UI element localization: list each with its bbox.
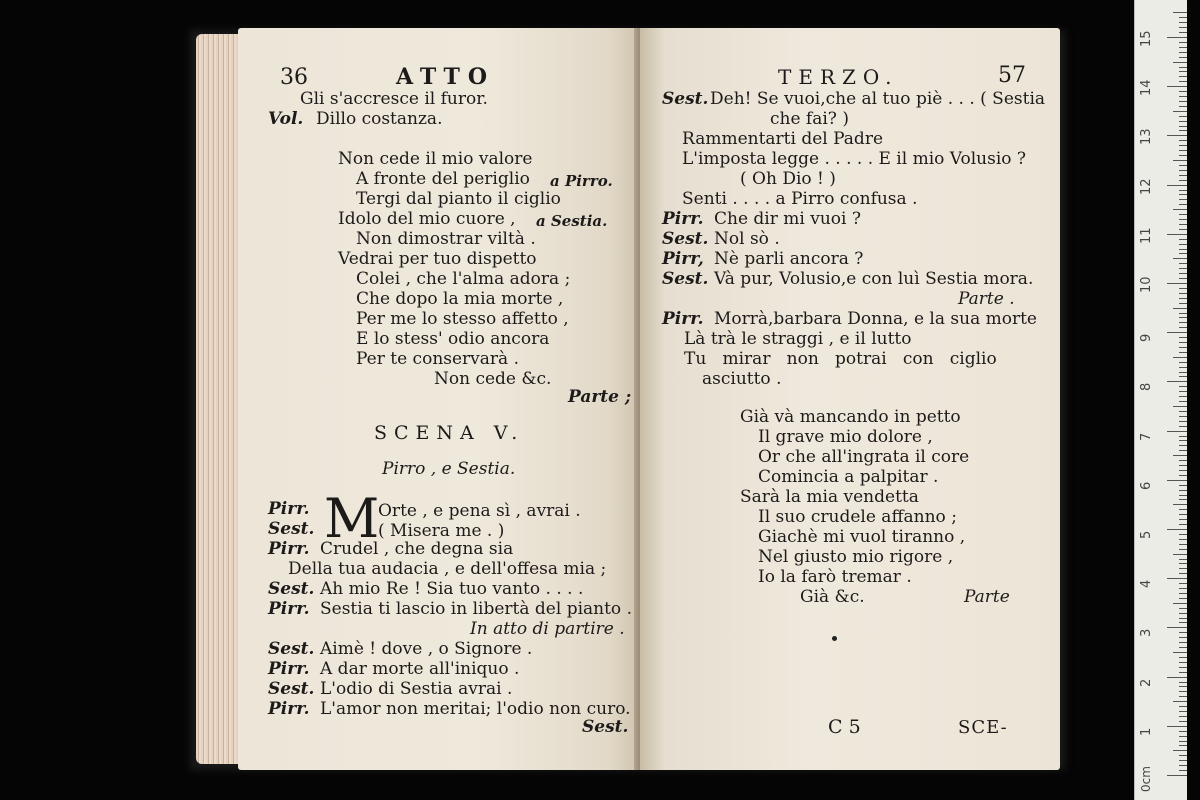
dialogue-line: Della tua audacia , e dell'offesa mia ;: [288, 559, 607, 579]
ruler-tick: [1179, 524, 1187, 525]
ruler-tick: [1179, 253, 1187, 254]
ruler-tick: [1179, 224, 1187, 225]
ruler-tick: [1179, 593, 1187, 594]
ruler-tick: [1179, 637, 1187, 638]
speaker-label: Sest.: [268, 519, 315, 539]
ruler-tick: [1179, 662, 1187, 663]
verse-line: Non cede &c.: [434, 369, 552, 389]
dialogue-line: ( Oh Dio ! ): [740, 169, 836, 189]
dialogue-line: ( Misera me . ): [378, 521, 505, 541]
ruler-tick: [1179, 716, 1187, 717]
ruler-tick: [1179, 27, 1187, 28]
ruler-tick: [1179, 706, 1187, 707]
ruler-tick: [1179, 229, 1187, 230]
speaker-label: Sest.: [662, 229, 709, 249]
ruler-tick: [1179, 608, 1187, 609]
ruler-tick: [1179, 42, 1187, 43]
ruler-tick: [1179, 342, 1187, 343]
ruler-tick: [1167, 529, 1187, 530]
ruler-tick: [1179, 549, 1187, 550]
ruler-tick: [1179, 190, 1187, 191]
ruler-tick: [1179, 32, 1187, 33]
ruler-tick: [1179, 145, 1187, 146]
ruler-tick: [1179, 731, 1187, 732]
ruler-tick: [1179, 745, 1187, 746]
catchword: SCE-: [958, 717, 1008, 738]
ruler-tick: [1179, 101, 1187, 102]
ruler-tick: [1179, 71, 1187, 72]
ruler-tick: [1179, 568, 1187, 569]
ruler-tick: [1167, 480, 1187, 481]
speaker-label: Pirr.: [268, 499, 310, 519]
ruler-tick: [1179, 52, 1187, 53]
ruler-tick: [1173, 603, 1187, 604]
ruler-tick: [1179, 313, 1187, 314]
ruler-tick: [1179, 686, 1187, 687]
ruler-tick: [1179, 298, 1187, 299]
ruler-number: 14: [1139, 79, 1154, 97]
ruler-tick: [1173, 258, 1187, 259]
ruler-tick: [1167, 332, 1187, 333]
aria-line: Il suo crudele affanno ;: [758, 507, 957, 527]
ruler-tick: [1173, 12, 1187, 13]
ruler-tick: [1179, 519, 1187, 520]
stage-direction-parte: Parte ;: [568, 387, 632, 407]
ruler-number: 4: [1139, 579, 1154, 589]
ruler-tick: [1173, 406, 1187, 407]
measuring-ruler: [1134, 0, 1187, 800]
dialogue-line: Che dir mi vuoi ?: [714, 209, 861, 229]
aria-line: Già và mancando in petto: [740, 407, 961, 427]
dialogue-line: Và pur, Volusio,e con luì Sestia mora.: [714, 269, 1034, 289]
ruler-tick: [1179, 450, 1187, 451]
ruler-tick: [1173, 308, 1187, 309]
ruler-tick: [1179, 460, 1187, 461]
stage-direction-parte: Parte: [964, 587, 1010, 607]
ruler-tick: [1179, 672, 1187, 673]
ruler-tick: [1179, 175, 1187, 176]
ruler-tick: [1167, 627, 1187, 628]
ruler-tick: [1179, 327, 1187, 328]
ruler-tick: [1179, 411, 1187, 412]
ruler-tick: [1179, 426, 1187, 427]
ruler-tick: [1179, 337, 1187, 338]
ruler-tick: [1179, 106, 1187, 107]
ruler-tick: [1179, 263, 1187, 264]
ruler-tick: [1179, 116, 1187, 117]
ruler-tick: [1179, 741, 1187, 742]
speaker-label: Pirr.: [268, 699, 310, 719]
dialogue-line: L'odio di Sestia avrai .: [320, 679, 513, 699]
ruler-unit-label: 0cm: [1139, 766, 1153, 792]
verse-line: Per me lo stesso affetto ,: [356, 309, 569, 329]
scene-heading: SCENA V.: [374, 422, 525, 444]
ruler-tick: [1179, 180, 1187, 181]
ruler-tick: [1179, 465, 1187, 466]
verse-line: A fronte del periglio: [356, 169, 530, 189]
ruler-tick: [1179, 214, 1187, 215]
ruler-tick: [1167, 726, 1187, 727]
ruler-tick: [1173, 160, 1187, 161]
ruler-number: 15: [1139, 30, 1154, 47]
speaker-label: Sest.: [268, 579, 315, 599]
speaker-label: Sest.: [268, 639, 315, 659]
speaker-label: Pirr,: [662, 249, 704, 269]
speaker-label: Pirr.: [268, 599, 310, 619]
left-running-head: ATTO: [396, 64, 495, 90]
ruler-tick: [1179, 445, 1187, 446]
ruler-tick: [1179, 618, 1187, 619]
dialogue-line: asciutto .: [702, 369, 782, 389]
ruler-number: 7: [1139, 432, 1154, 441]
dialogue-line: Tu mirar non potrai con ciglio: [684, 349, 997, 369]
ruler-tick: [1179, 622, 1187, 623]
ruler-tick: [1179, 534, 1187, 535]
ruler-tick: [1179, 736, 1187, 737]
ruler-tick: [1179, 711, 1187, 712]
aria-line: Nel giusto mio rigore ,: [758, 547, 954, 567]
ruler-tick: [1179, 155, 1187, 156]
dialogue-line: Sestia ti lascio in libertà del pianto .: [320, 599, 632, 619]
verse-line: Tergi dal pianto il ciglio: [356, 189, 561, 209]
ruler-tick: [1179, 121, 1187, 122]
ruler-tick: [1179, 194, 1187, 195]
speaker-label: Pirr.: [268, 539, 310, 559]
dialogue-line: L'imposta legge . . . . . E il mio Volusio ?: [682, 149, 1027, 169]
ruler-tick: [1179, 499, 1187, 500]
dialogue-line: che fai? ): [770, 109, 849, 129]
dialogue-line: Ah mio Re ! Sia tuo vanto . . . .: [320, 579, 584, 599]
ruler-tick: [1179, 126, 1187, 127]
ruler-tick: [1179, 268, 1187, 269]
ruler-tick: [1179, 376, 1187, 377]
ruler-tick: [1173, 504, 1187, 505]
ruler-tick: [1179, 691, 1187, 692]
ruler-tick: [1173, 701, 1187, 702]
ruler-tick: [1179, 490, 1187, 491]
ruler-tick: [1179, 583, 1187, 584]
ruler-tick: [1179, 362, 1187, 363]
ruler-tick: [1179, 150, 1187, 151]
ruler-tick: [1167, 578, 1187, 579]
verse-line: Dillo costanza.: [316, 109, 443, 129]
ruler-tick: [1179, 391, 1187, 392]
aria-line: Sarà la mia vendetta: [740, 487, 919, 507]
ruler-tick: [1179, 170, 1187, 171]
left-page: [238, 28, 640, 770]
ruler-tick: [1179, 613, 1187, 614]
ruler-tick: [1179, 770, 1187, 771]
ruler-tick: [1179, 495, 1187, 496]
ruler-tick: [1179, 367, 1187, 368]
ruler-tick: [1173, 455, 1187, 456]
speaker-label: Pirr.: [268, 659, 310, 679]
verse-line: Che dopo la mia morte ,: [356, 289, 564, 309]
dialogue-line: Nol sò .: [714, 229, 780, 249]
ruler-tick: [1179, 696, 1187, 697]
ruler-tick: [1179, 288, 1187, 289]
ruler-tick: [1179, 67, 1187, 68]
ruler-tick: [1179, 273, 1187, 274]
ruler-number: 6: [1139, 481, 1154, 490]
dialogue-line: A dar morte all'iniquo .: [320, 659, 520, 679]
dialogue-line: Là trà le straggi , e il lutto: [684, 329, 912, 349]
ruler-tick: [1179, 470, 1187, 471]
speaker-label: Pirr.: [662, 209, 704, 229]
ruler-tick: [1179, 485, 1187, 486]
right-running-head: TERZO.: [778, 65, 899, 89]
ruler-tick: [1179, 647, 1187, 648]
ruler-tick: [1179, 47, 1187, 48]
ruler-tick: [1179, 239, 1187, 240]
ruler-tick: [1167, 677, 1187, 678]
ruler-tick: [1173, 750, 1187, 751]
stage-direction: a Sestia.: [536, 212, 608, 230]
dialogue-line: Nè parli ancora ?: [714, 249, 864, 269]
aria-line: Già &c.: [800, 587, 865, 607]
signature-mark: C 5: [828, 716, 861, 738]
ruler-tick: [1179, 57, 1187, 58]
ruler-tick: [1179, 140, 1187, 141]
right-page: [640, 28, 1060, 770]
dialogue-line: Deh! Se vuoi,che al tuo piè . . . ( Sestia: [710, 89, 1046, 109]
ruler-tick: [1179, 396, 1187, 397]
ruler-tick: [1179, 249, 1187, 250]
speaker-label: Pirr.: [662, 309, 704, 329]
ruler-tick: [1179, 421, 1187, 422]
ruler-tick: [1179, 755, 1187, 756]
printer-dot: [832, 636, 837, 641]
ruler-tick: [1179, 721, 1187, 722]
ruler-tick: [1179, 416, 1187, 417]
ruler-tick: [1167, 283, 1187, 284]
ruler-tick: [1179, 347, 1187, 348]
verse-line: Non dimostrar viltà .: [356, 229, 536, 249]
ruler-tick: [1167, 86, 1187, 87]
ruler-tick: [1167, 185, 1187, 186]
ruler-tick: [1167, 431, 1187, 432]
aria-line: Or che all'ingrata il core: [758, 447, 970, 467]
ruler-number: 12: [1139, 178, 1154, 195]
drop-cap: M: [324, 487, 380, 550]
ruler-tick: [1179, 509, 1187, 510]
ruler-tick: [1179, 632, 1187, 633]
dialogue-line: Crudel , che degna sia: [320, 539, 514, 559]
ruler-number: 10: [1139, 276, 1154, 293]
ruler-tick: [1179, 401, 1187, 402]
dialogue-line: Senti . . . . a Pirro confusa .: [682, 189, 918, 209]
ruler-tick: [1179, 539, 1187, 540]
ruler-tick: [1179, 544, 1187, 545]
ruler-tick: [1179, 765, 1187, 766]
ruler-tick: [1173, 554, 1187, 555]
verse-line: Idolo del mio cuore ,: [338, 209, 516, 229]
ruler-tick: [1179, 22, 1187, 23]
ruler-number: 11: [1139, 227, 1154, 244]
ruler-number: 9: [1139, 333, 1154, 343]
ruler-tick: [1179, 130, 1187, 131]
ruler-tick: [1179, 372, 1187, 373]
speaker-label: Sest.: [268, 679, 315, 699]
dialogue-line: Morrà,barbara Donna, e la sua morte: [714, 309, 1037, 329]
ruler-tick: [1179, 81, 1187, 82]
stage-direction-parte: Parte .: [958, 289, 1015, 309]
ruler-tick: [1179, 436, 1187, 437]
ruler-number: 8: [1139, 383, 1154, 392]
speaker-label: Vol.: [268, 109, 304, 129]
ruler-tick: [1179, 682, 1187, 683]
ruler-tick: [1167, 234, 1187, 235]
stage-direction: a Pirro.: [550, 172, 613, 190]
ruler-tick: [1167, 135, 1187, 136]
ruler-tick: [1179, 219, 1187, 220]
aria-line: Il grave mio dolore ,: [758, 427, 933, 447]
verse-line: Non cede il mio valore: [338, 149, 533, 169]
stage-direction: In atto di partire .: [470, 619, 625, 639]
verse-line: Vedrai per tuo dispetto: [338, 249, 537, 269]
dialogue-line: Orte , e pena sì , avrai .: [378, 501, 581, 521]
ruler-tick: [1179, 293, 1187, 294]
aria-line: Giachè mi vuol tiranno ,: [758, 527, 966, 547]
ruler-number: 1: [1139, 727, 1154, 736]
ruler-tick: [1173, 111, 1187, 112]
ruler-tick: [1167, 381, 1187, 382]
verse-line: Gli s'accresce il furor.: [300, 89, 488, 109]
ruler-tick: [1173, 209, 1187, 210]
ruler-tick: [1179, 667, 1187, 668]
ruler-tick: [1179, 204, 1187, 205]
ruler-tick: [1179, 303, 1187, 304]
ruler-tick: [1179, 76, 1187, 77]
ruler-tick: [1173, 357, 1187, 358]
ruler-tick: [1173, 62, 1187, 63]
ruler-tick: [1179, 440, 1187, 441]
ruler-tick: [1179, 573, 1187, 574]
ruler-tick: [1179, 657, 1187, 658]
left-page-number: 36: [280, 65, 308, 90]
catchword: Sest.: [582, 717, 629, 737]
aria-line: Comincia a palpitar .: [758, 467, 939, 487]
ruler-tick: [1179, 165, 1187, 166]
ruler-tick: [1179, 91, 1187, 92]
ruler-tick: [1179, 278, 1187, 279]
verse-line: Per te conservarà .: [356, 349, 519, 369]
right-page-number: 57: [998, 63, 1026, 88]
ruler-tick: [1179, 199, 1187, 200]
speaker-label: Sest.: [662, 269, 709, 289]
ruler-tick: [1179, 17, 1187, 18]
ruler-tick: [1167, 775, 1187, 776]
dialogue-line: Aimè ! dove , o Signore .: [320, 639, 533, 659]
ruler-tick: [1179, 386, 1187, 387]
dialogue-line: Rammentarti del Padre: [682, 129, 884, 149]
ruler-tick: [1179, 559, 1187, 560]
ruler-tick: [1179, 244, 1187, 245]
ruler-tick: [1173, 652, 1187, 653]
ruler-tick: [1179, 563, 1187, 564]
ruler-number: 13: [1139, 128, 1154, 146]
ruler-tick: [1179, 514, 1187, 515]
aria-line: Io la farò tremar .: [758, 567, 912, 587]
dialogue-line: L'amor non meritai; l'odio non curo.: [320, 699, 631, 719]
ruler-tick: [1179, 588, 1187, 589]
ruler-tick: [1179, 760, 1187, 761]
ruler-tick: [1179, 642, 1187, 643]
verse-line: E lo stess' odio ancora: [356, 329, 550, 349]
speaker-label: Sest.: [662, 89, 709, 109]
ruler-tick: [1179, 96, 1187, 97]
ruler-number: 2: [1139, 678, 1154, 687]
ruler-tick: [1179, 317, 1187, 318]
verse-line: Colei , che l'alma adora ;: [356, 269, 571, 289]
ruler-tick: [1179, 322, 1187, 323]
ruler-number: 3: [1139, 629, 1154, 638]
ruler-tick: [1179, 352, 1187, 353]
ruler-tick: [1179, 475, 1187, 476]
ruler-number: 5: [1139, 530, 1154, 539]
scene-characters: Pirro , e Sestia.: [382, 459, 516, 479]
ruler-tick: [1167, 37, 1187, 38]
ruler-tick: [1179, 598, 1187, 599]
